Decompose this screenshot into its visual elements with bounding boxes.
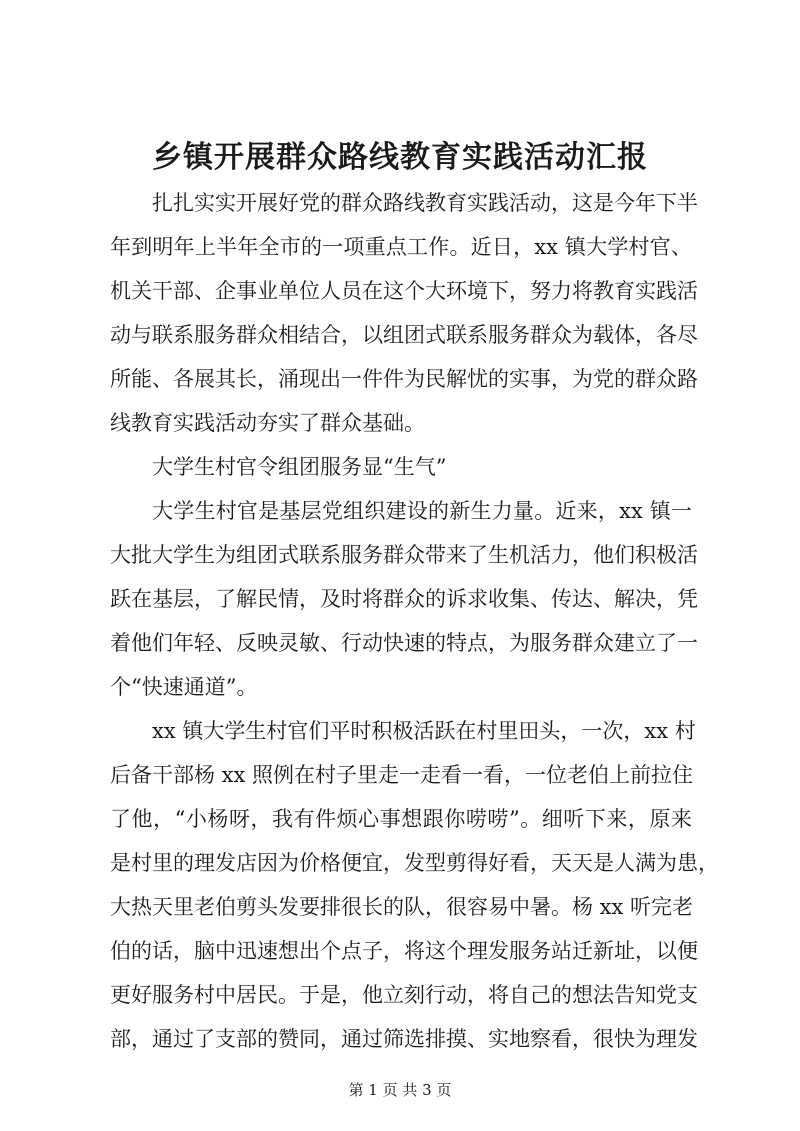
paragraph-3-line-3: 了他，“小杨呀，我有件烦心事想跟你唠唠”。细听下来，原来 [110,807,692,831]
paragraph-1-line-1: 扎扎实实开展好党的群众路线教育实践活动，这是今年下半 [152,191,698,215]
paragraph-2-line-1: 大学生村官是基层党组织建设的新生力量。近来，xx 镇一 [152,499,692,523]
paragraph-1-line-2: 年到明年上半年全市的一项重点工作。近日，xx 镇大学村官、 [110,235,692,259]
page-footer: 第 1 页 共 3 页 [348,1081,452,1099]
paragraph-2-line-2: 大批大学生为组团式联系服务群众带来了生机活力，他们积极活 [110,543,698,567]
paragraph-2-line-3: 跃在基层，了解民情，及时将群众的诉求收集、传达、解决，凭 [110,587,698,611]
paragraph-1-line-6: 线教育实践活动夯实了群众基础。 [110,411,425,435]
paragraph-1-line-3: 机关干部、企事业单位人员在这个大环境下，努力将教育实践活 [110,279,698,303]
paragraph-2-line-4: 着他们年轻、反映灵敏、行动快速的特点，为服务群众建立了一 [110,631,698,655]
paragraph-1-line-4: 动与联系服务群众相结合，以组团式联系服务群众为载体，各尽 [110,323,698,347]
section-heading: 大学生村官令组团服务显“生气” [152,455,447,479]
paragraph-3-line-1: xx 镇大学生村官们平时积极活跃在村里田头，一次，xx 村 [152,719,696,743]
paragraph-3-line-7: 更好服务村中居民。于是，他立刻行动，将自己的想法告知党支 [110,983,698,1007]
paragraph-3-line-4: 是村里的理发店因为价格便宜，发型剪得好看，天天是人满为患， [110,851,719,875]
document-title: 乡镇开展群众路线教育实践活动汇报 [152,140,648,175]
paragraph-2-line-5: 个“快速通道”。 [110,675,258,699]
paragraph-1-line-5: 所能、各展其长，涌现出一件件为民解忧的实事，为党的群众路 [110,367,698,391]
paragraph-3-line-5: 大热天里老伯剪头发要排很长的队，很容易中暑。杨 xx 听完老 [110,895,694,919]
paragraph-3-line-6: 伯的话，脑中迅速想出个点子，将这个理发服务站迁新址，以便 [110,939,698,963]
paragraph-3-line-2: 后备干部杨 xx 照例在村子里走一走看一看，一位老伯上前拉住 [110,763,694,787]
paragraph-3-line-8: 部，通过了支部的赞同，通过筛选排摸、实地察看，很快为理发 [110,1027,698,1051]
